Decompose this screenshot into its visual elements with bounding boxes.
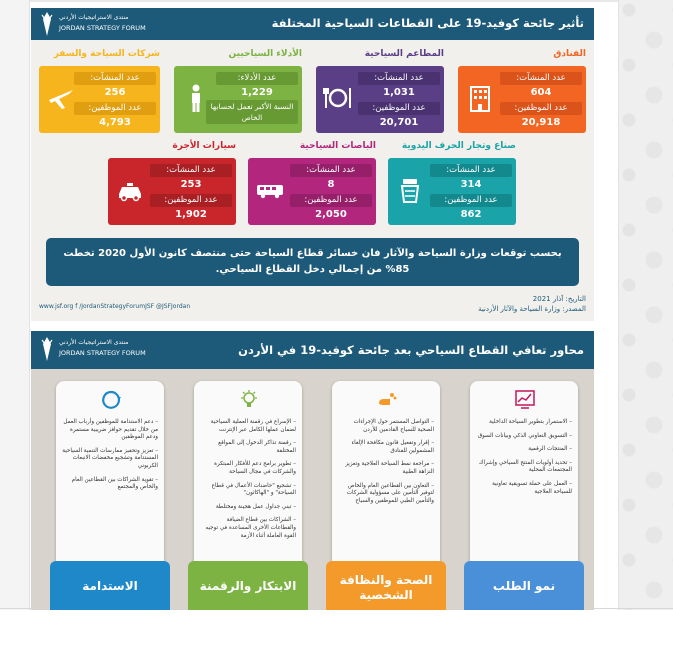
logo-arabic-text: منتدى الاستراتيجيات الأردني [59, 14, 129, 21]
pillar-item: – تقوية الشراكات بين القطاعين العام والخاص والمجتمع [71, 476, 158, 491]
card-header: سيارات الأجرة [172, 141, 236, 151]
pillar-innovation-digital [188, 381, 308, 610]
loss-callout [46, 238, 579, 286]
pillar-base [50, 561, 170, 610]
card-hotels [458, 49, 586, 133]
infographic-title: محاور تعافي القطاع السياحي بعد جائحة كوفيد-19 في الأردن [238, 343, 584, 357]
left-gutter [0, 0, 30, 610]
pillar-label: الاستدامة [82, 579, 138, 593]
jsf-logo [39, 335, 149, 365]
idea-icon [238, 389, 260, 411]
card-tour-guides [174, 49, 302, 133]
card-value-1: 314 [460, 179, 482, 190]
pillar-items [476, 419, 572, 502]
pillar-item: – تبني جداول عمل هجينة ومختلطة [215, 503, 296, 510]
card-label-2: عدد الموظفين: [150, 194, 232, 207]
card-travel-agencies [39, 49, 160, 133]
chart-icon [514, 389, 536, 411]
recycle-icon [100, 389, 122, 411]
pillar-base [188, 561, 308, 610]
pillar-item: – التواصل المستمر حول الإجراءات الصحية للسياح القادمين للأردن [353, 419, 434, 433]
pillar-label: الصحة والنظافة الشخصية [339, 573, 433, 602]
pillar-label: نمو الطلب [492, 579, 556, 593]
pillar-panel [332, 381, 440, 586]
taxi-icon [114, 174, 146, 206]
card-label-2: النسبة الأكبر تعمل لحسابها الخاص [206, 100, 298, 124]
card-label-1: عدد المنشآت: [500, 72, 582, 85]
card-label-1: عدد المنشآت: [430, 164, 512, 177]
card-taxis [108, 141, 236, 225]
card-value-2: 20,701 [379, 117, 419, 128]
date-text: التاريخ: آذار 2021 [532, 295, 586, 303]
infographic-title: تأثير جائحة كوفيد-19 على القطاعات السياحية المختلفة [271, 16, 584, 30]
title-bar [31, 8, 594, 40]
card-restaurants [316, 49, 444, 133]
plane-icon [45, 82, 77, 114]
card-value-2: 4,793 [99, 117, 131, 128]
craft-icon [394, 174, 426, 206]
card-value-1: 1,031 [383, 87, 415, 98]
pillar-label: الابتكار والرقمنة [199, 579, 297, 593]
pillar-demand-growth [464, 381, 584, 610]
jsf-logo-mark-icon [39, 10, 55, 38]
pillar-item: – الاستمرار بتطوير السياحة الداخلية [489, 419, 572, 425]
card-tour-buses [248, 141, 376, 225]
card-value-1: 8 [327, 179, 335, 190]
dining-icon [322, 82, 354, 114]
card-value-1: 253 [180, 179, 202, 190]
pillar-item: – تشجيع "حاضنات الأعمال في قطاع السياحة" و "الهاكاثون" [211, 482, 296, 497]
callout-text: بحسب توقعات وزارة السياحة والآثار فان خسائر قطاع السياحة حتى منتصف كانون الأول 2020 تخطت 85% من إجمالي دخل القطاع السياحي. [63, 248, 562, 275]
source-text: المصدر: وزارة السياحة والآثار الأردنية [478, 305, 586, 313]
card-header: الفنادق [553, 49, 586, 59]
logo-english-text: JORDAN STRATEGY FORUM [59, 349, 146, 357]
pillar-item: – دعم الاستدامة للموظفين وأرباب العمل من خلال تقديم حوافز ضريبية مستمرة ودعم الموظفين [63, 419, 158, 441]
card-header: صناع وتجار الحرف اليدوية [401, 141, 516, 151]
card-label-1: عدد المنشآت: [74, 72, 156, 85]
card-value-1: 604 [530, 87, 552, 98]
title-bar [31, 331, 594, 369]
logo-english-text: JORDAN STRATEGY FORUM [59, 24, 146, 32]
pillar-item: – تعزيز وتحفيز ممارسات التنمية السياحية المستدامة وتشجيع مخفضات الانبعاث الكربوني [62, 447, 158, 469]
logo-arabic-text: منتدى الاستراتيجيات الأردني [59, 339, 129, 346]
pillar-item: – التسويق التعاوني الذكي وبيانات السوق [477, 432, 572, 439]
card-value-2: 1,902 [175, 209, 207, 220]
pillar-item: – تحديد أولويات المنتج السياحي وإشراك المجتمعات المحلية [478, 459, 572, 474]
card-label-2: عدد الموظفين: [74, 102, 156, 115]
infographic-footer [31, 293, 594, 321]
guide-icon [180, 82, 212, 114]
card-handicrafts [388, 141, 516, 225]
pillar-panel [56, 381, 164, 586]
card-value-2: 20,918 [521, 117, 561, 128]
card-header: الباصات السياحية [299, 141, 376, 151]
pillar-items [338, 419, 434, 511]
right-gutter-pattern [618, 0, 673, 610]
card-label-2: عدد الموظفين: [430, 194, 512, 207]
jsf-logo [39, 10, 149, 38]
social-links: www.jsf.org f /JordanStrategyForumJSF @JSFJordan [39, 303, 191, 310]
bus-icon [254, 174, 286, 206]
card-label-1: عدد المنشآت: [358, 72, 440, 85]
card-label-2: عدد الموظفين: [358, 102, 440, 115]
pillar-item: – التعاون بين القطاعين العام والخاص لتوفير التأمين على مسؤولية الشركات والتأمين الطبي للموظفين والسياح [346, 482, 434, 504]
card-label-2: عدد الموظفين: [290, 194, 372, 207]
pillar-base [326, 561, 446, 610]
card-label-2: عدد الموظفين: [500, 102, 582, 115]
hygiene-icon [376, 389, 398, 411]
pillar-item: – العمل على حملة تسويقية تعاونية للسياحة العلاجية [492, 480, 572, 495]
infographic-covid-impact [31, 8, 594, 321]
pillar-item: – الإسراع في رقمنة العملية السياحية لضمان عملها الكامل عبر الإنترنت [210, 419, 296, 433]
card-value-1: 256 [104, 87, 126, 98]
pillar-panel [194, 381, 302, 586]
pillar-item: – مراجعة نمط السياحة العلاجية وتعزيز النزاهة الطبية [345, 461, 434, 475]
card-header: شركات السياحة والسفر [53, 49, 160, 59]
pillar-health-hygiene [326, 381, 446, 610]
pillar-items [62, 419, 158, 498]
card-value-1: 1,229 [241, 87, 273, 98]
pillar-item: – الشراكات بين قطاع الضيافة والقطاعات الأخرى المساعدة في توجيه القوة العاملة أثناء الأزمة [205, 517, 296, 539]
hotel-icon [464, 82, 496, 114]
card-label-1: عدد المنشآت: [290, 164, 372, 177]
pillar-items [200, 419, 296, 546]
infographic-recovery-pillars [31, 331, 594, 610]
card-value-2: 2,050 [315, 209, 347, 220]
pillar-item: – رقمنة تذاكر الدخول إلى المواقع المختلفة [218, 440, 296, 454]
card-label-1: عدد المنشآت: [150, 164, 232, 177]
pillar-item: – تطوير برامج دعم للأفكار المبتكرة والشركات في مجال السياحة [214, 461, 296, 475]
card-header: المطاعم السياحية [364, 49, 444, 59]
jsf-logo-mark-icon [39, 335, 55, 363]
card-header: الأدلاء السياحيين [228, 49, 302, 59]
card-value-2: 862 [460, 209, 482, 220]
top-border [0, 0, 673, 2]
pillar-item: – إقرار وتفعيل قانون مكافحة الإلغاء المشمولين للفنادق [351, 440, 434, 454]
pillar-item: – المنتجات الرقمية [528, 446, 572, 453]
card-label-1: عدد الأدلاء: [216, 72, 298, 85]
pillar-panel [470, 381, 578, 586]
pillar-sustainability [50, 381, 170, 610]
pillar-base [464, 561, 584, 610]
